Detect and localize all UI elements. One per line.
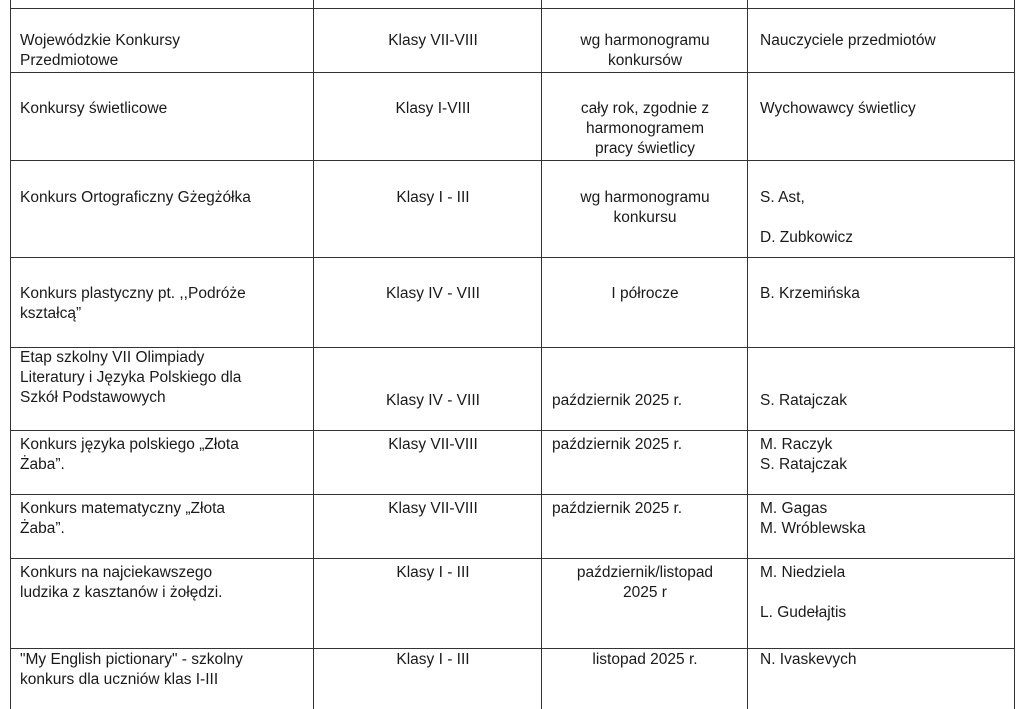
competition-date: listopad 2025 r. [592,651,698,668]
competition-name: Wojewódzkie Konkursy Przedmiotowe [20,32,180,69]
responsible-teachers: Wychowawcy świetlicy [760,100,916,117]
competition-date: I półrocze [611,285,679,302]
responsible-teachers: M. Gagas M. Wróblewska [760,500,866,537]
competition-date: cały rok, zgodnie z harmonogramem pracy świetlicy [580,100,710,157]
competition-date: październik 2025 r. [552,392,683,409]
competition-name: Konkurs języka polskiego „Złota Żaba”. [20,436,239,473]
competition-name: "My English pictionary" - szkolny konkurs dla uczniów klas I-III [20,651,243,688]
competition-name: Konkurs matematyczny „Złota Żaba”. [20,500,226,537]
class-range: Klasy VII-VIII [388,436,478,453]
class-range: Klasy I - III [396,564,470,581]
responsible-teachers: S. Ratajczak [760,392,848,409]
competition-date: październik/listopad 2025 r [576,564,714,601]
responsible-teachers: N. Ivaskevych [760,651,857,668]
class-range: Klasy IV - VIII [386,392,480,409]
class-range: Klasy IV - VIII [386,285,480,302]
table-border-right [1014,0,1015,709]
competition-date: październik 2025 r. [552,436,683,453]
class-range: Klasy I - III [396,651,470,668]
table-border-left [10,0,11,709]
class-range: Klasy I - III [396,189,470,206]
competition-date: wg harmonogramu konkursu [580,189,710,226]
responsible-teachers: M. Raczyk S. Ratajczak [760,436,848,473]
competition-date: wg harmonogramu konkursów [580,32,710,69]
class-range: Klasy VII-VIII [388,500,478,517]
row-divider [10,8,1014,9]
responsible-teachers: B. Krzemińska [760,285,860,302]
responsible-teachers: S. Ast, D. Zubkowicz [760,189,854,246]
competition-name: Konkurs na najciekawszego ludzika z kasztanów i żołędzi. [20,564,223,601]
competition-name: Konkurs plastyczny pt. ,,Podróże kształcą” [20,285,246,322]
responsible-teachers: M. Niedziela L. Gudełajtis [760,564,847,621]
row-divider [10,494,1014,495]
responsible-teachers: Nauczyciele przedmiotów [760,32,936,49]
class-range: Klasy I-VIII [395,100,471,117]
row-divider [10,430,1014,431]
row-divider [10,72,1014,73]
row-divider [10,648,1014,649]
competition-date: październik 2025 r. [552,500,683,517]
competition-name: Konkursy świetlicowe [20,100,168,117]
row-divider [10,257,1014,258]
competition-name: Etap szkolny VII Olimpiady Literatury i Języka Polskiego dla Szkół Podstawowych [20,349,242,406]
row-divider [10,160,1014,161]
row-divider [10,558,1014,559]
class-range: Klasy VII-VIII [388,32,478,49]
competition-name: Konkurs Ortograficzny Gżegżółka [20,189,251,206]
